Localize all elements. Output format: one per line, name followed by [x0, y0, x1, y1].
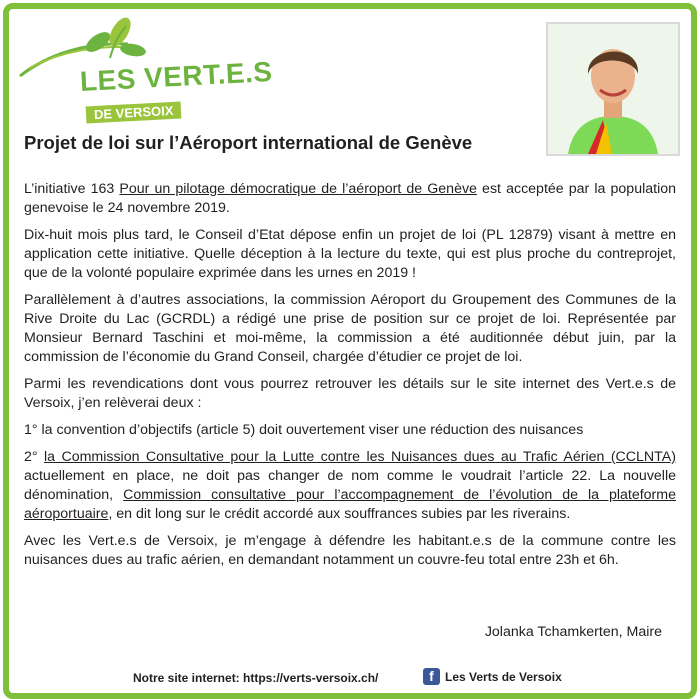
paragraph-3: Parallèlement à d’autres associations, la commission Aéroport du Groupement des Communes de la Rive Droite du Lac (GCRDL) a rédigé une prise de position sur ce projet de loi. Représentée par Monsieur Bernard Taschini et moi-même, la commission a été auditionnée début juin, par la commission de l’économie du Grand Conseil, chargée d’étudier ce projet de loi.	[24, 292, 676, 365]
logo	[18, 14, 274, 124]
logo-name: LES VERT.E.S	[79, 55, 274, 97]
paragraph-4: Parmi les revendications dont vous pourrez retrouver les détails sur le site internet des Vert.e.s de Versoix, j’en relèverai deux :	[24, 376, 676, 411]
footer	[0, 665, 700, 689]
facebook-link[interactable]	[423, 668, 562, 685]
text: est acceptée par la population genevoise le 24 novembre 2019.	[24, 181, 677, 216]
article-title: Projet de loi sur l’Aéroport international de Genève	[24, 132, 473, 153]
text: L’initiative 163	[24, 181, 120, 197]
text: 2°	[24, 449, 44, 465]
website-link[interactable]: Notre site internet: https://verts-versoix.ch/	[133, 671, 379, 685]
logo-badge: DE VERSOIX	[86, 102, 182, 124]
article-body	[24, 180, 676, 578]
paragraph-7: Avec les Vert.e.s de Versoix, je m’engage à défendre les habitant.e.s de la commune contre les nuisances dues au trafic aérien, en demandant notamment un couvre-feu total entre 23h et 6h.	[24, 533, 676, 568]
paragraph-1	[24, 180, 676, 218]
text: , en dit long sur le crédit accordé aux souffrances subies par les riverains.	[108, 506, 571, 522]
facebook-icon: f	[423, 668, 440, 685]
paragraph-6	[24, 448, 676, 524]
paragraph-2: Dix-huit mois plus tard, le Conseil d’Etat dépose enfin un projet de loi (PL 12879) visant à mettre en application cette initiative. Quelle déception à la lecture du texte, qui est plus proche du contreprojet, que de la volonté populaire exprimée dans les urnes en 2019 !	[24, 227, 676, 281]
cclnta-link[interactable]: la Commission Consultative pour la Lutte contre les Nuisances dues au Trafic Aérien (CCLNTA)	[43, 449, 676, 465]
signature: Jolanka Tchamkerten, Maire	[484, 624, 662, 640]
mayor-portrait	[546, 22, 680, 156]
paragraph-5: 1° la convention d’objectifs (article 5) doit ouvertement viser une réduction des nuisances	[24, 422, 584, 438]
new-commission-link[interactable]: Commission consultative pour l’accompagnement de l’évolution de la plateforme aéroportuaire	[24, 487, 676, 522]
initiative-link[interactable]: Pour un pilotage démocratique de l’aéroport de Genève	[119, 181, 477, 197]
facebook-label: Les Verts de Versoix	[445, 669, 562, 684]
text: actuellement en place, ne doit pas changer de nom comme le voudrait l’article 22. La nouvelle dénomination,	[24, 468, 676, 503]
